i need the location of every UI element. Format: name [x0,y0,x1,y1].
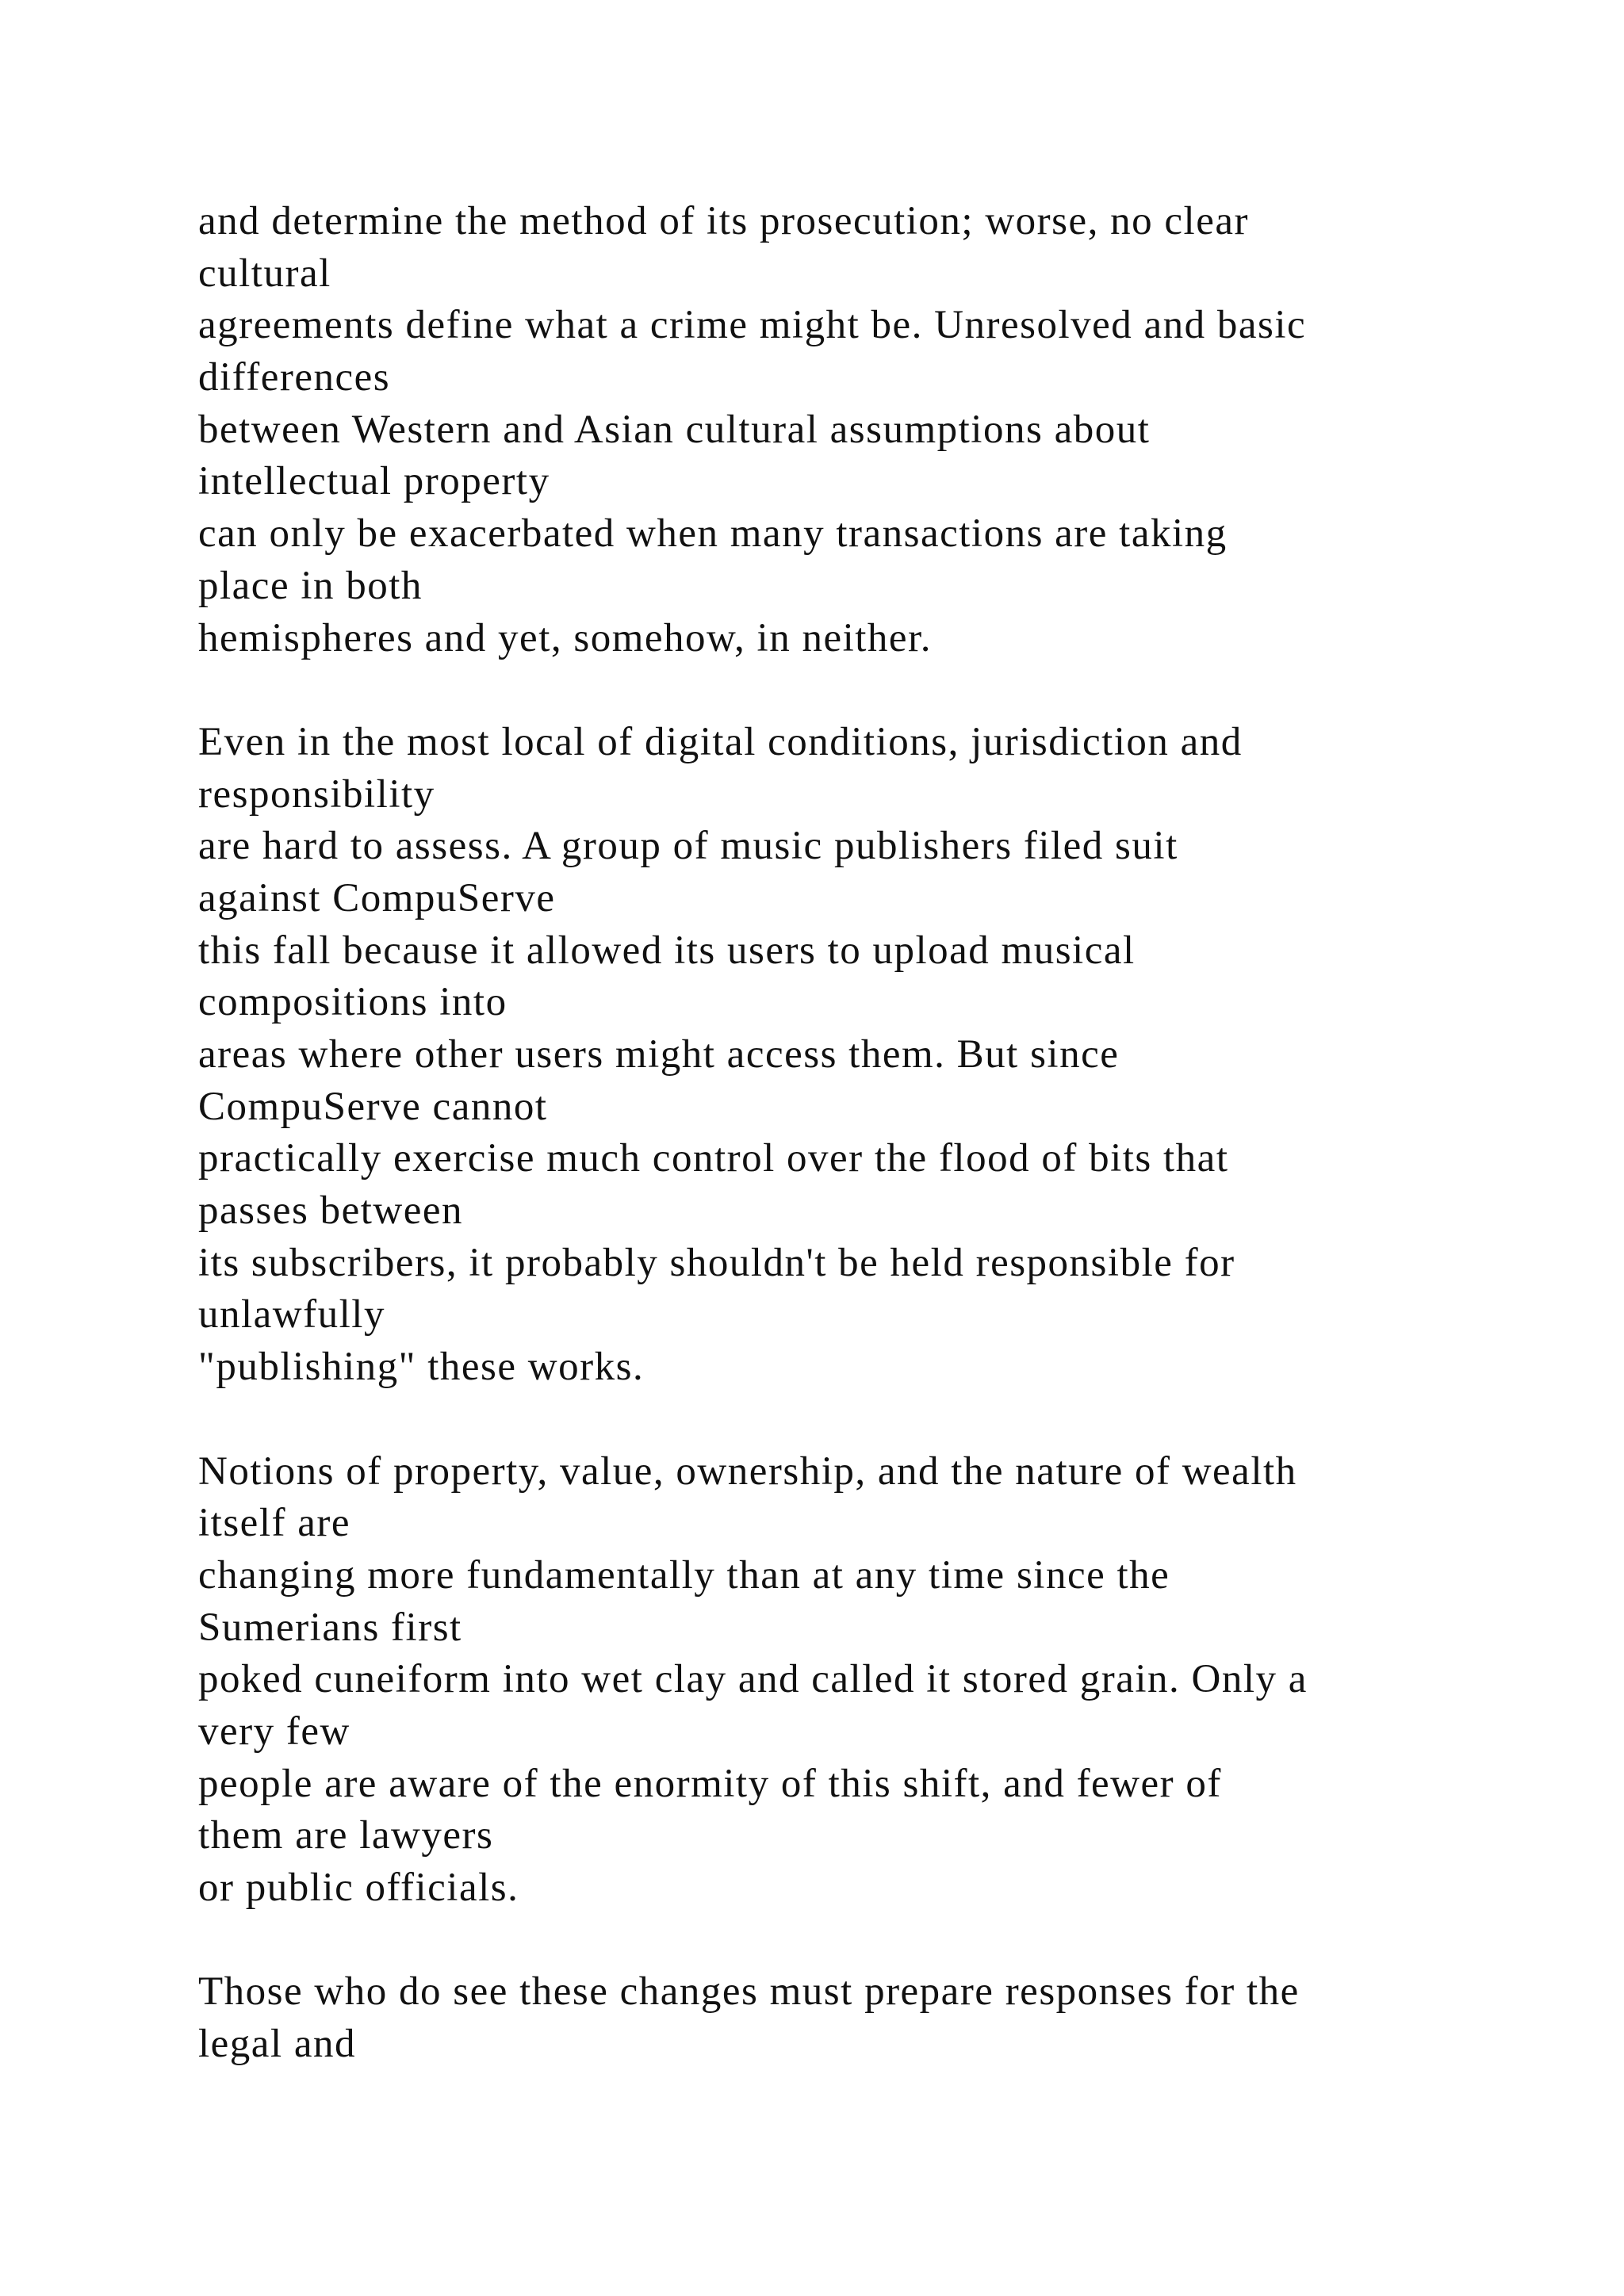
text-line: areas where other users might access them. But since [198,1032,1120,1077]
text-line: passes between [198,1188,463,1234]
text-line: compositions into [198,980,508,1025]
text-line: its subscribers, it probably shouldn't be held responsible for [198,1240,1235,1285]
text-line: are hard to assess. A group of music publishers filed suit [198,824,1178,869]
text-line: poked cuneiform into wet clay and called it stored grain. Only a [198,1657,1308,1702]
text-line: intellectual property [198,459,550,504]
text-line: Even in the most local of digital conditions, jurisdiction and [198,719,1243,764]
text-line: very few [198,1709,350,1754]
paragraph-1 [198,196,1546,664]
text-line: itself are [198,1501,350,1546]
text-line: people are aware of the enormity of this shift, and fewer of [198,1761,1222,1806]
text-line: "publishing" these works. [198,1345,645,1390]
text-line: cultural [198,251,331,296]
paragraph-2 [198,717,1546,1394]
text-line: differences [198,355,391,400]
text-line: Sumerians first [198,1605,462,1650]
body-text [198,196,1546,2122]
paragraph-3 [198,1446,1546,1915]
text-line: changing more fundamentally than at any time since the [198,1552,1170,1598]
text-line: practically exercise much control over the flood of bits that [198,1136,1229,1181]
text-line: agreements define what a crime might be. Unresolved and basic [198,303,1307,348]
text-line: Notions of property, value, ownership, and the nature of wealth [198,1448,1297,1494]
text-line: CompuServe cannot [198,1084,548,1129]
text-line: place in both [198,563,423,608]
text-line: or public officials. [198,1866,519,1910]
text-line: legal and [198,2022,356,2067]
text-line: against CompuServe [198,875,556,920]
text-line: hemispheres and yet, somehow, in neither. [198,615,932,660]
text-line: between Western and Asian cultural assumptions about [198,407,1151,452]
paragraph-4 [198,1966,1546,2070]
text-line: and determine the method of its prosecution; worse, no clear [198,199,1249,243]
text-line: can only be exacerbated when many transactions are taking [198,511,1228,557]
text-line: Those who do see these changes must prepare responses for the [198,1969,1300,2015]
text-line: unlawfully [198,1292,385,1337]
text-line: them are lawyers [198,1813,494,1858]
text-line: responsibility [198,771,435,817]
text-line: this fall because it allowed its users to upload musical [198,928,1136,973]
